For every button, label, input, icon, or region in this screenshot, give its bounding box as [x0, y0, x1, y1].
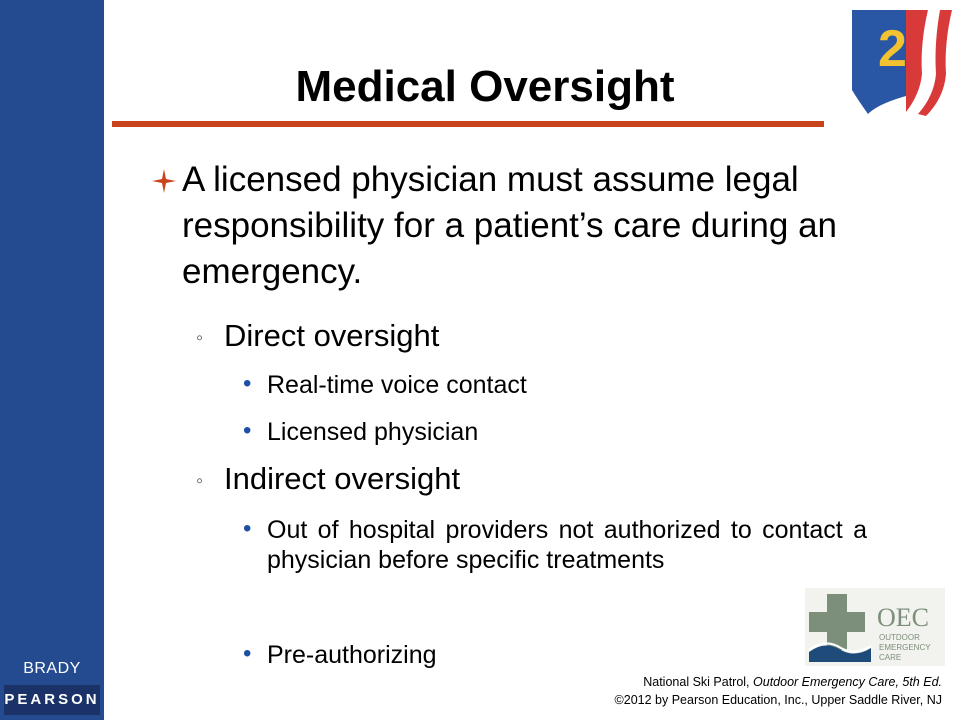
- left-sidebar: [0, 0, 104, 720]
- dot-bullet-icon: •: [243, 515, 252, 542]
- footer-org: National Ski Patrol,: [643, 675, 754, 689]
- oec-logo: [805, 588, 945, 666]
- subpoint-label: Direct oversight: [224, 318, 440, 353]
- svg-text:OUTDOOR: OUTDOOR: [879, 633, 920, 642]
- dot-bullet-icon: •: [243, 417, 252, 444]
- chapter-badge-icon: [848, 4, 954, 116]
- detail-item: Real-time voice contact: [267, 371, 527, 399]
- badge-number: 2: [878, 20, 907, 78]
- publisher-label: BRADY: [23, 660, 81, 677]
- footer-citation: [615, 673, 942, 709]
- logo-name: OEC: [877, 603, 929, 632]
- svg-text:EMERGENCY: EMERGENCY: [879, 643, 931, 652]
- ring-bullet-icon: ◦: [196, 470, 204, 492]
- title-underline: [112, 121, 824, 127]
- detail-item: Out of hospital providers not authorized to contact a physician before specific treatments: [267, 516, 867, 574]
- dot-bullet-icon: •: [243, 640, 252, 667]
- detail-item: Pre-authorizing: [267, 641, 437, 669]
- main-point: A licensed physician must assume legal responsibility for a patient’s care during an emergency.: [182, 160, 838, 291]
- detail-item: Licensed physician: [267, 418, 479, 446]
- subpoint-label: Indirect oversight: [224, 461, 461, 496]
- ring-bullet-icon: ◦: [196, 327, 204, 349]
- svg-text:CARE: CARE: [879, 653, 902, 662]
- slide-title: Medical Oversight: [295, 62, 675, 111]
- footer-copyright: ©2012 by Pearson Education, Inc., Upper Saddle River, NJ: [614, 693, 942, 707]
- star-bullet-icon: [150, 167, 178, 195]
- footer-book: Outdoor Emergency Care, 5th Ed.: [753, 675, 942, 689]
- pearson-logo: PEARSON: [4, 685, 100, 715]
- dot-bullet-icon: •: [243, 370, 252, 397]
